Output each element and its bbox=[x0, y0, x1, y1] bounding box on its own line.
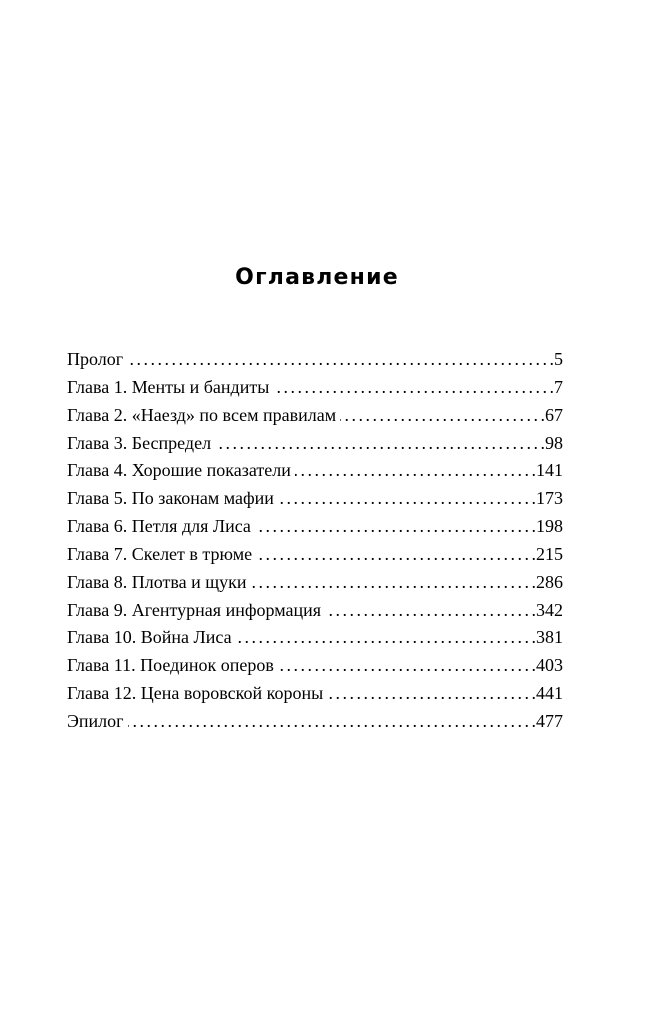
toc-entry bbox=[67, 569, 563, 597]
toc-entry-label: Глава 6. Петля для Лиса bbox=[67, 516, 251, 537]
toc-entry bbox=[67, 430, 563, 458]
toc-entry-page: 286 bbox=[536, 571, 563, 592]
dot-leader bbox=[256, 541, 535, 569]
toc-entry bbox=[67, 374, 563, 402]
toc-entry-label: Эпилог bbox=[67, 710, 124, 731]
toc-entry bbox=[67, 652, 563, 680]
toc-entry-label: Глава 7. Скелет в трюме bbox=[67, 543, 253, 564]
toc-entry-page: 381 bbox=[536, 627, 563, 648]
toc-entry-label: Глава 10. Война Лиса bbox=[67, 627, 232, 648]
dot-leader bbox=[255, 513, 535, 541]
toc-entry bbox=[67, 624, 563, 652]
dot-leader bbox=[295, 457, 535, 485]
toc-entry-page: 67 bbox=[545, 404, 563, 425]
toc-entry-page: 403 bbox=[536, 655, 563, 676]
toc-entry-label: Глава 11. Поединок оперов bbox=[67, 655, 274, 676]
dot-leader bbox=[251, 569, 535, 597]
toc-entry bbox=[67, 457, 563, 485]
toc-entry bbox=[67, 541, 563, 569]
toc-entry bbox=[67, 597, 563, 625]
toc-entry bbox=[67, 346, 563, 374]
toc-entry-label: Глава 3. Беспредел bbox=[67, 432, 212, 453]
table-of-contents bbox=[67, 346, 563, 736]
toc-entry bbox=[67, 513, 563, 541]
toc-entry-page: 98 bbox=[545, 432, 563, 453]
toc-entry-page: 198 bbox=[536, 516, 563, 537]
toc-entry-label: Глава 12. Цена воровской короны bbox=[67, 683, 324, 704]
toc-entry-page: 215 bbox=[536, 543, 563, 564]
toc-entry-label: Глава 9. Агентурная информация bbox=[67, 599, 322, 620]
toc-entry bbox=[67, 402, 563, 430]
dot-leader bbox=[215, 430, 544, 458]
toc-entry-label: Глава 8. Плотва и щуки bbox=[67, 571, 247, 592]
dot-leader bbox=[273, 374, 553, 402]
dot-leader bbox=[278, 652, 535, 680]
toc-entry-label: Пролог bbox=[67, 349, 124, 369]
dot-leader bbox=[278, 485, 535, 513]
dot-leader bbox=[327, 680, 535, 708]
page-title: Оглавление bbox=[235, 265, 399, 290]
dot-leader bbox=[236, 624, 535, 652]
toc-entry bbox=[67, 708, 563, 736]
toc-entry-label: Глава 1. Менты и бандиты bbox=[67, 376, 270, 397]
toc-entry-page: 342 bbox=[536, 599, 563, 620]
toc-entry-label: Глава 5. По законам мафии bbox=[67, 488, 274, 509]
toc-entry-label: Глава 4. Хорошие показатели bbox=[67, 460, 291, 481]
toc-entry-page: 7 bbox=[554, 376, 563, 397]
toc-entry-page: 441 bbox=[536, 683, 563, 704]
toc-entry-page: 141 bbox=[536, 460, 563, 481]
toc-entry bbox=[67, 680, 563, 708]
dot-leader bbox=[127, 346, 553, 374]
toc-entry-page: 5 bbox=[554, 349, 563, 369]
dot-leader bbox=[340, 402, 544, 430]
toc-entry-page: 173 bbox=[536, 488, 563, 509]
toc-entry-page: 477 bbox=[536, 710, 563, 731]
dot-leader bbox=[325, 597, 535, 625]
toc-entry bbox=[67, 485, 563, 513]
toc-entry-label: Глава 2. «Наезд» по всем правилам bbox=[67, 404, 337, 425]
dot-leader bbox=[128, 708, 535, 736]
